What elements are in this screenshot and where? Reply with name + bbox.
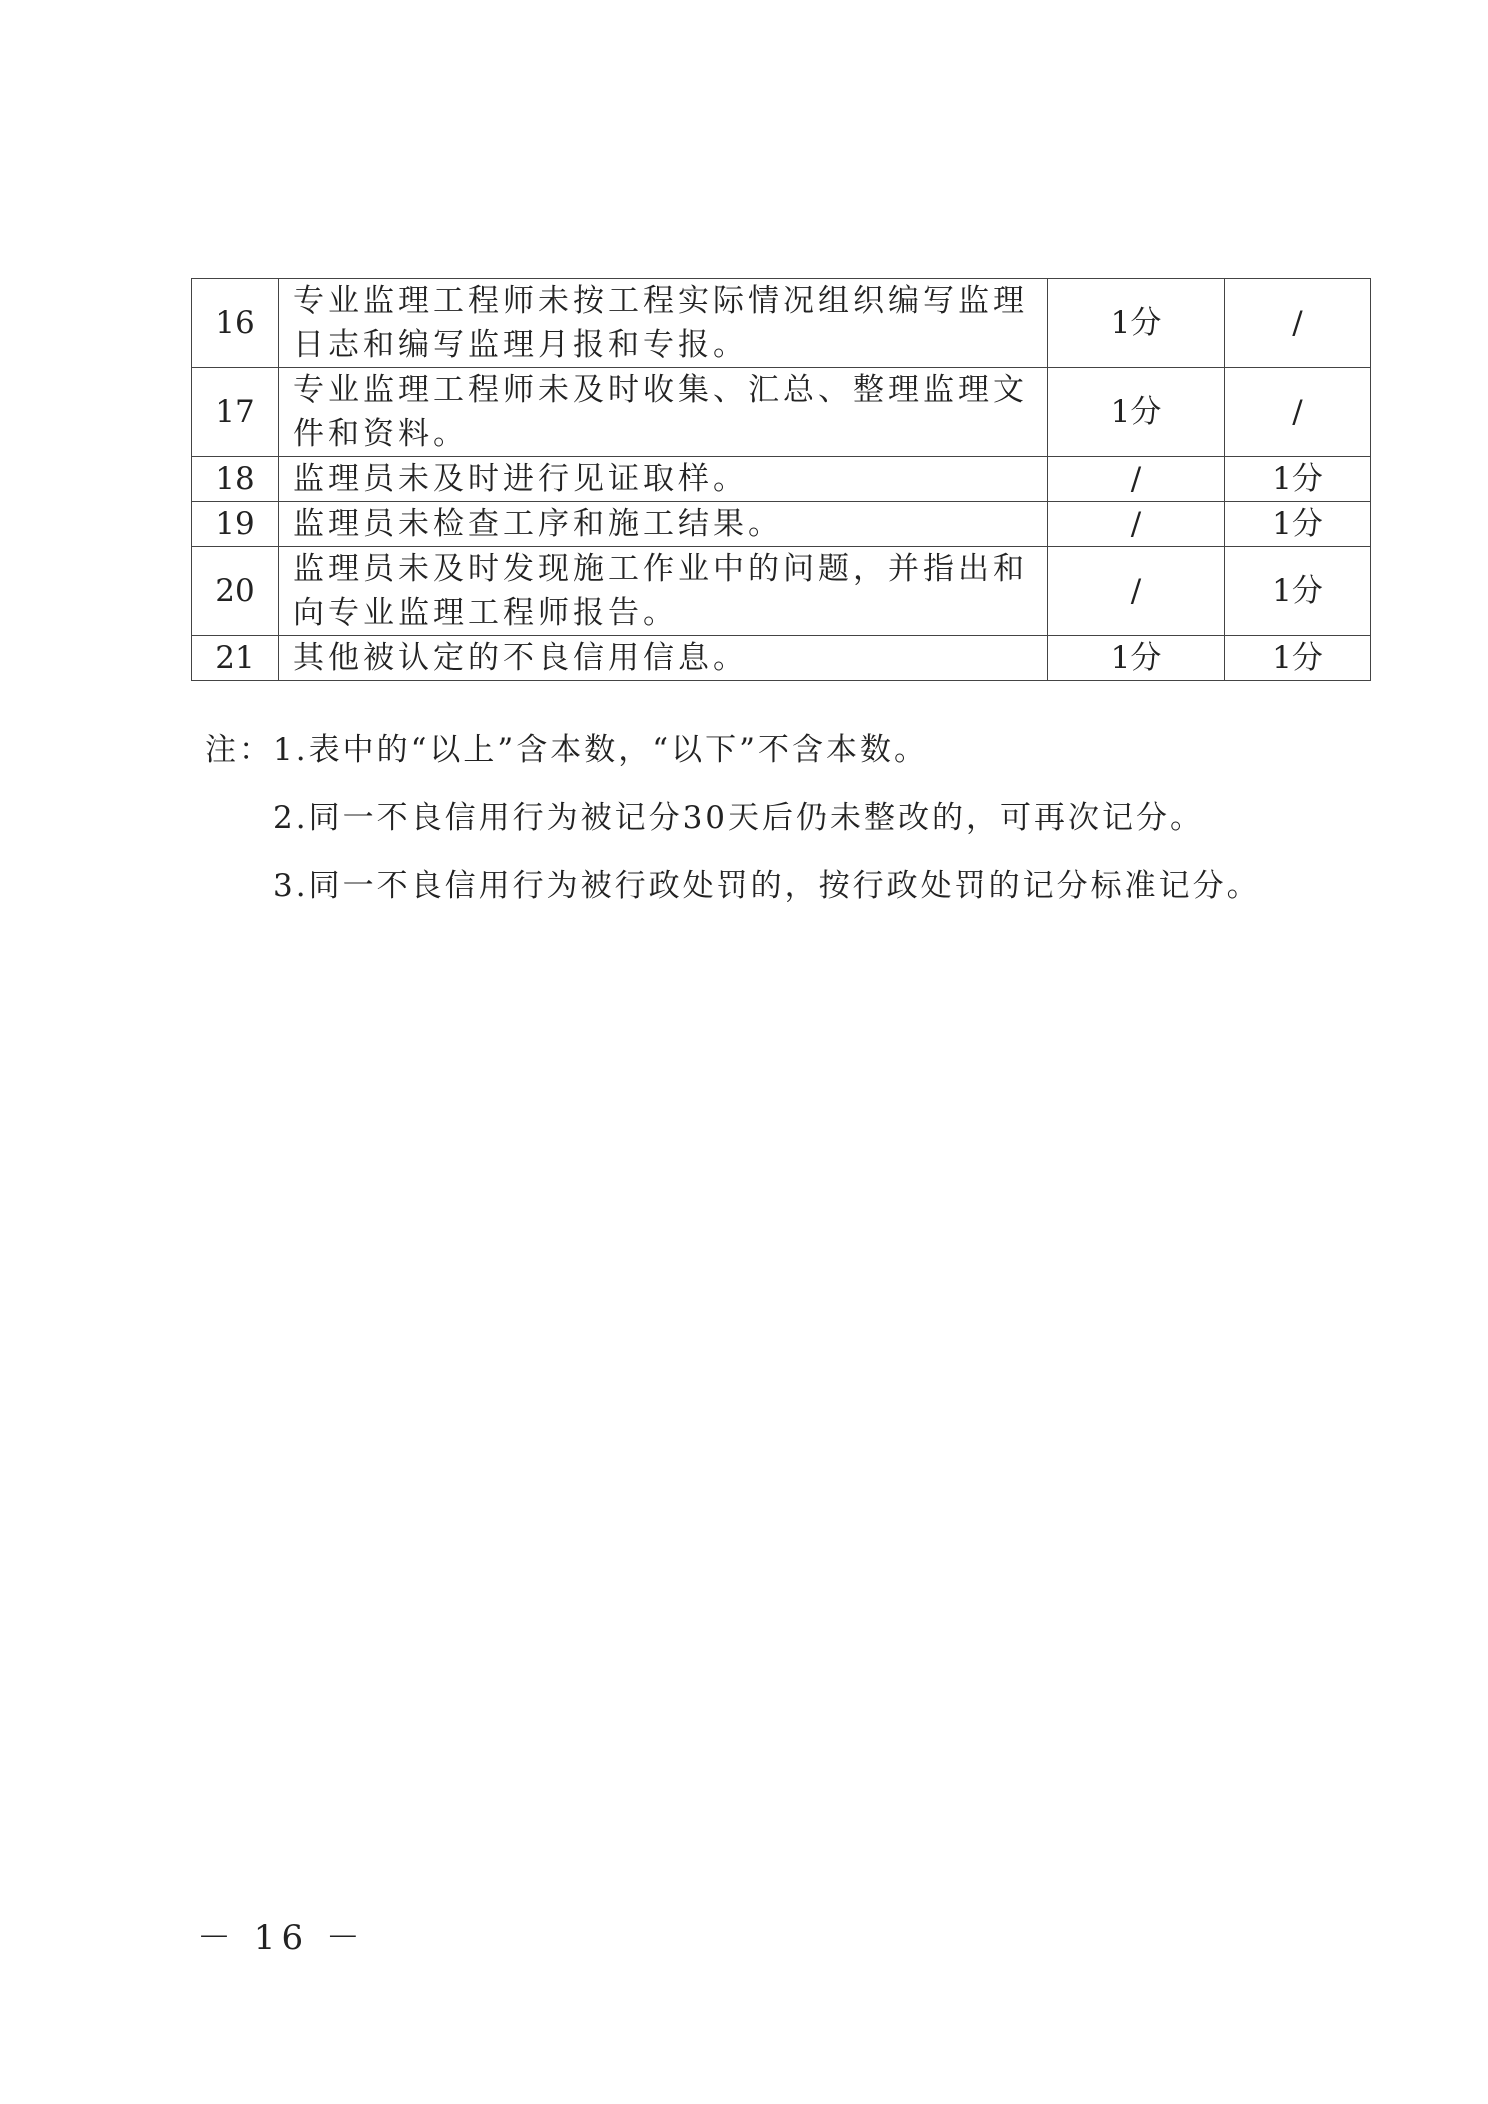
score-column-a: 1分 [1048,279,1225,368]
row-description: 监理员未及时进行见证取样。 [279,457,1048,502]
row-description: 监理员未及时发现施工作业中的问题，并指出和向专业监理工程师报告。 [279,547,1048,636]
score-column-a: 1分 [1048,636,1225,681]
table-row [192,636,1371,681]
table-row [192,502,1371,547]
note-2: 2.同一不良信用行为被记分30天后仍未整改的，可再次记分。 [273,800,1205,836]
page-number: － 16 － [197,1918,366,1958]
row-number: 16 [192,279,279,368]
row-number: 21 [192,636,279,681]
row-number: 17 [192,368,279,457]
row-description: 专业监理工程师未及时收集、汇总、整理监理文件和资料。 [279,368,1048,457]
table-row [192,547,1371,636]
note-1: 注：1.表中的“以上”含本数，“以下”不含本数。 [205,732,928,768]
row-number: 19 [192,502,279,547]
row-description: 监理员未检查工序和施工结果。 [279,502,1048,547]
score-column-a: / [1048,547,1225,636]
note-3: 3.同一不良信用行为被行政处罚的，按行政处罚的记分标准记分。 [273,868,1261,904]
score-column-b: / [1225,279,1371,368]
score-column-a: 1分 [1048,368,1225,457]
score-column-b: 1分 [1225,636,1371,681]
scoring-table [191,278,1371,681]
score-column-b: 1分 [1225,547,1371,636]
row-description: 专业监理工程师未按工程实际情况组织编写监理日志和编写监理月报和专报。 [279,279,1048,368]
score-column-b: / [1225,368,1371,457]
table-row [192,368,1371,457]
row-number: 18 [192,457,279,502]
score-column-b: 1分 [1225,502,1371,547]
row-number: 20 [192,547,279,636]
table-row [192,279,1371,368]
score-column-b: 1分 [1225,457,1371,502]
score-column-a: / [1048,502,1225,547]
table-row [192,457,1371,502]
score-column-a: / [1048,457,1225,502]
row-description: 其他被认定的不良信用信息。 [279,636,1048,681]
